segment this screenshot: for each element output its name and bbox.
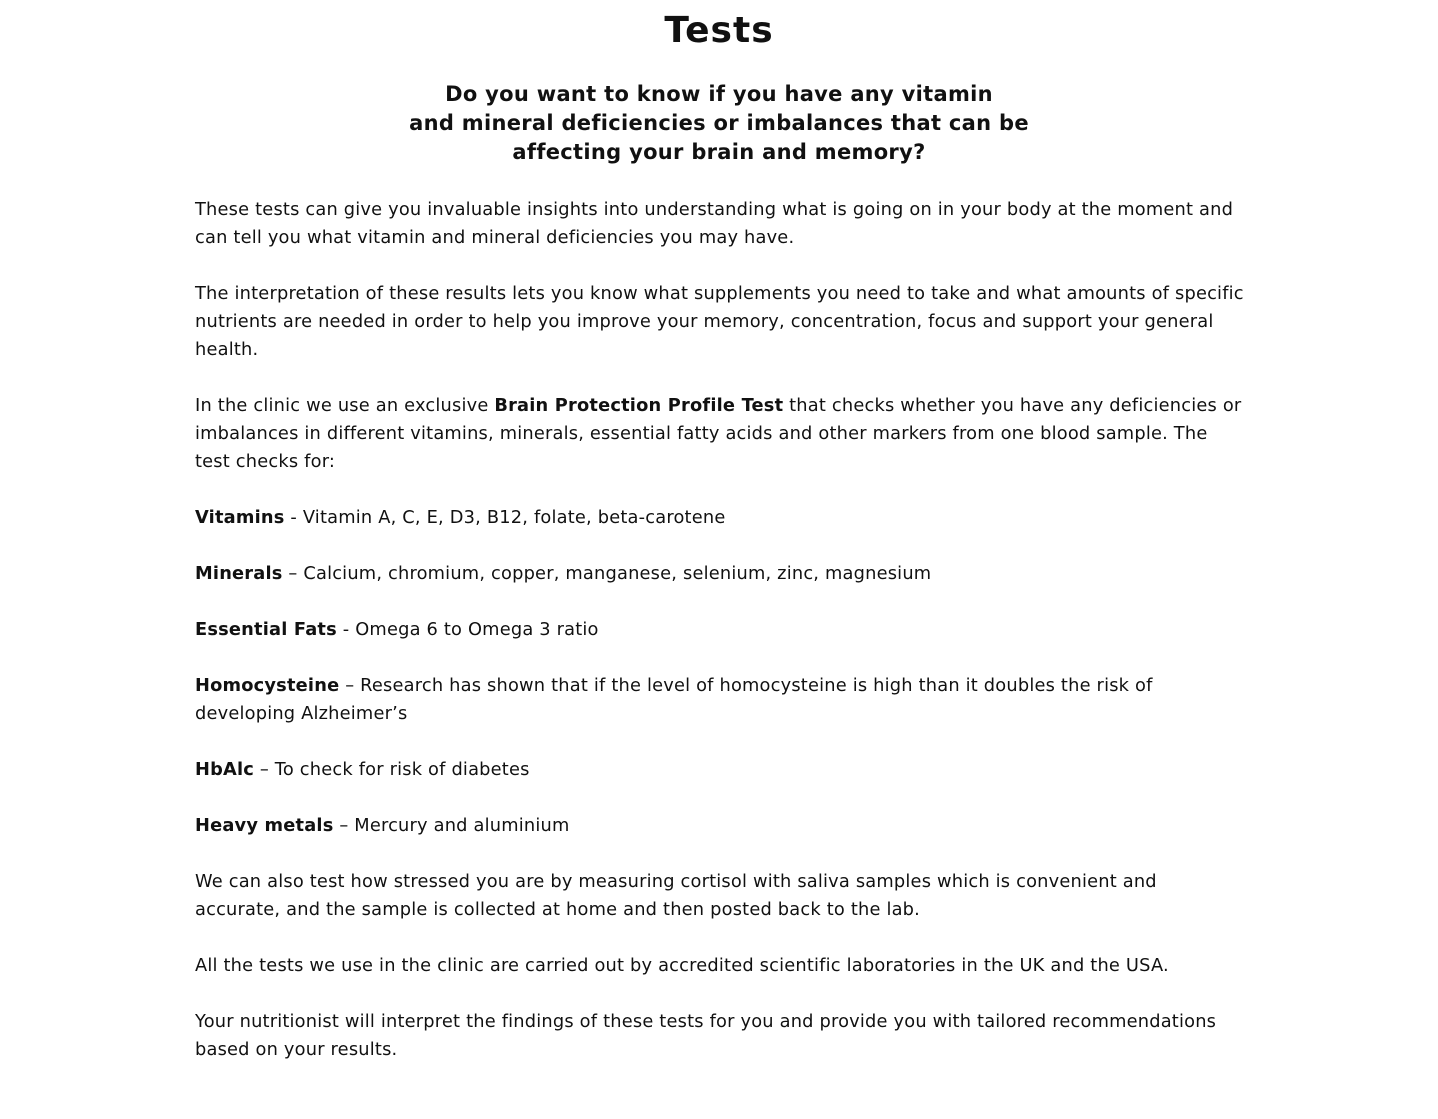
check-text: – Calcium, chromium, copper, manganese, selenium, zinc, magnesium — [282, 563, 932, 584]
subtitle-line-1: Do you want to know if you have any vitamin — [445, 82, 993, 106]
page-title: Tests — [664, 10, 774, 51]
intro-paragraph-3 — [195, 392, 1245, 476]
check-text: – Mercury and aluminium — [333, 815, 570, 836]
subtitle-line-2: and mineral deficiencies or imbalances that can be — [409, 111, 1029, 135]
intro-paragraph-1: These tests can give you invaluable insights into understanding what is going on in your body at the moment and can tell you what vitamin and mineral deficiencies you may have. — [195, 199, 1234, 248]
intro-paragraph-3-end: that checks whether you have any deficiencies or imbalances in different vitamins, minerals, essential fatty acids and other markers from one blood sample. The test checks for: — [195, 395, 1242, 472]
intro-paragraph-2: The interpretation of these results lets you know what supplements you need to take and what amounts of specific nutrients are needed in order to help you improve your memory, concentration, focus and support your general health. — [195, 283, 1244, 360]
check-label: HbAlc — [195, 759, 255, 780]
check-text: – To check for risk of diabetes — [254, 759, 530, 780]
closing-paragraph-3: Your nutritionist will interpret the findings of these tests for you and provide you with tailored recommendations based on your results. — [195, 1011, 1217, 1060]
check-label: Essential Fats — [195, 619, 337, 640]
check-text: - Vitamin A, C, E, D3, B12, folate, beta-carotene — [284, 507, 726, 528]
test-name: Brain Protection Profile Test — [494, 395, 784, 416]
closing-paragraph-2: All the tests we use in the clinic are carried out by accredited scientific laboratories in the UK and the USA. — [195, 955, 1169, 976]
check-item-vitamins — [195, 504, 1245, 532]
check-label: Minerals — [195, 563, 283, 584]
check-item-hbalc — [195, 756, 1245, 784]
check-item-minerals — [195, 560, 1245, 588]
closing-paragraph-1: We can also test how stressed you are by measuring cortisol with saliva samples which is convenient and accurate, and the sample is collected at home and then posted back to the lab. — [195, 871, 1157, 920]
article-body — [195, 196, 1245, 1092]
check-label: Vitamins — [195, 507, 285, 528]
subtitle — [369, 80, 1069, 167]
subtitle-line-3: affecting your brain and memory? — [512, 140, 926, 164]
check-text: – Research has shown that if the level of homocysteine is high than it doubles the risk of developing Alzheimer’s — [195, 675, 1153, 724]
check-text: - Omega 6 to Omega 3 ratio — [336, 619, 599, 640]
check-item-essential-fats — [195, 616, 1245, 644]
check-label: Homocysteine — [195, 675, 340, 696]
check-item-heavy-metals — [195, 812, 1245, 840]
intro-paragraph-3-start: In the clinic we use an exclusive — [195, 395, 495, 416]
check-item-homocysteine — [195, 672, 1245, 728]
check-label: Heavy metals — [195, 815, 334, 836]
